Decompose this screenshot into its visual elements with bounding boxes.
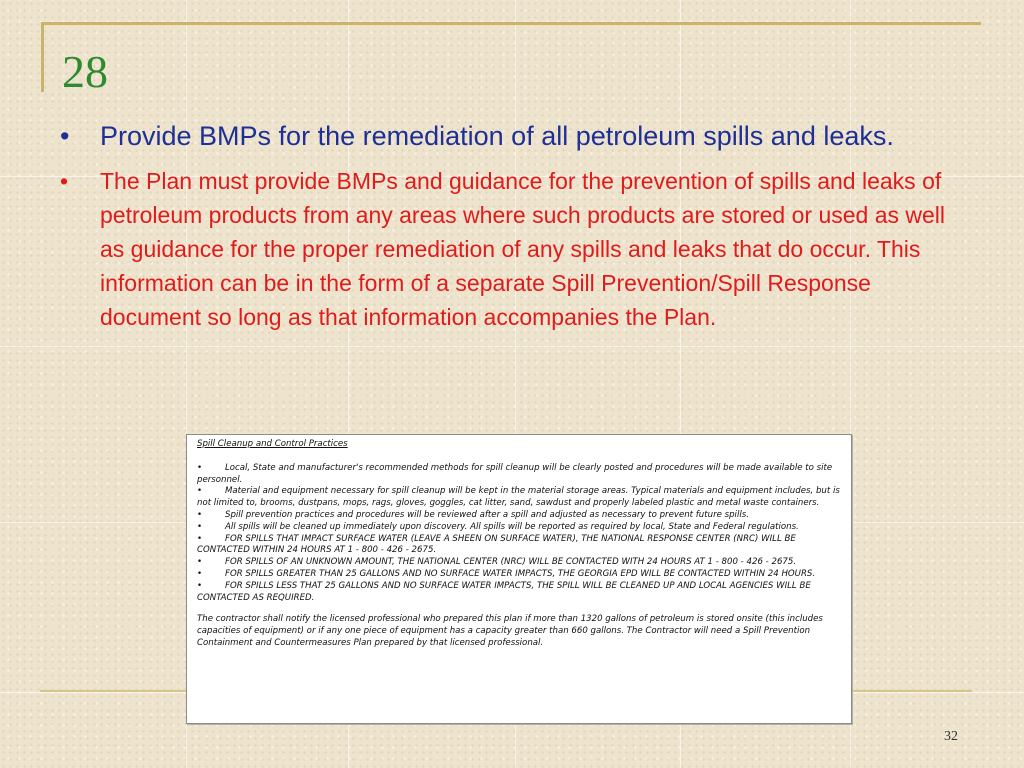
document-item xyxy=(197,510,845,522)
document-item-text: FOR SPILLS GREATER THAN 25 GALLONS AND NO SURFACE WATER IMPACTS, THE GEORGIA EPD WILL BE CONTACTED WITHIN 24 HOURS. xyxy=(225,568,816,579)
accent-line-top xyxy=(41,22,981,25)
bullet-dot-icon: • xyxy=(197,557,203,568)
bullet-dot-icon: • xyxy=(197,521,203,532)
spill-practices-document xyxy=(186,434,852,724)
document-item xyxy=(197,581,845,605)
document-item-text: FOR SPILLS OF AN UNKNOWN AMOUNT, THE NATIONAL CENTER (NRC) WILL BE CONTACTED WITH 24 HOURS AT 1 - 800 - 426 - 2675. xyxy=(225,557,797,568)
document-item xyxy=(197,557,845,569)
document-item-text: FOR SPILLS THAT IMPACT SURFACE WATER (LEAVE A SHEEN ON SURFACE WATER), THE NATIONAL RESPONSE CENTER (NRC) WILL BE CONTACTED WITHIN 24 HOURS AT 1 - 800 - 426 - 2675. xyxy=(197,533,796,556)
document-item-text: All spills will be cleaned up immediately upon discovery. All spills will be reported as required by local, State and Federal regulations. xyxy=(225,521,799,532)
document-item-text: Material and equipment necessary for spill cleanup will be kept in the material storage areas. Typical materials and equipment includes, but is not limited to, brooms, dustpans, mops, rags, gloves, goggles, cat litter, sand, sawdust and properly labeled plastic and metal waste containers. xyxy=(197,486,840,509)
bullet-text: The Plan must provide BMPs and guidance for the prevention of spills and leaks of petroleum products from any areas where such products are stored or used as well as guidance for the proper remediation of any spills and leaks that do occur. This information can be in the form of a separate Spill Prevention/Spill Response document so long as that information accompanies the Plan. xyxy=(100,168,946,330)
bullet-dot-icon: • xyxy=(197,568,203,579)
document-title: Spill Cleanup and Control Practices xyxy=(197,439,348,449)
page-number: 32 xyxy=(944,729,958,744)
document-item-text: FOR SPILLS LESS THAT 25 GALLONS AND NO SURFACE WATER IMPACTS, THE SPILL WILL BE CLEANED UP AND LOCAL AGENCIES WILL BE CONTACTED AS REQUIRED. xyxy=(197,580,811,603)
bullet-item xyxy=(60,164,950,334)
document-footer-note: The contractor shall notify the licensed professional who prepared this plan if more than 1320 gallons of petroleum is stored onsite (this includes capacities of equipment) or if any one piece of equipment has a capacity greater than 660 gallons. The Contractor will need a Spill Prevention Containment and Countermeasures Plan prepared by that licensed professional. xyxy=(197,614,823,648)
bullet-dot-icon: • xyxy=(60,121,70,151)
accent-line-left xyxy=(41,22,44,92)
document-item xyxy=(197,569,845,581)
bullet-dot-icon: • xyxy=(60,168,69,194)
background-tile-line xyxy=(0,346,1024,347)
bullet-item xyxy=(60,118,950,154)
bullet-dot-icon: • xyxy=(197,533,203,544)
document-item xyxy=(197,534,845,558)
bullet-dot-icon: • xyxy=(197,462,203,473)
document-item-text: Local, State and manufacturer's recommended methods for spill cleanup will be clearly posted and procedures will be made available to site personnel. xyxy=(197,462,833,485)
document-item xyxy=(197,463,845,487)
bullet-dot-icon: • xyxy=(197,486,203,497)
document-item-text: Spill prevention practices and procedures will be reviewed after a spill and adjusted as necessary to prevent future spills. xyxy=(225,509,749,520)
bullet-text: Provide BMPs for the remediation of all petroleum spills and leaks. xyxy=(100,121,894,151)
bullet-dot-icon: • xyxy=(197,580,203,591)
document-item xyxy=(197,522,845,534)
document-item xyxy=(197,486,845,510)
bullet-list xyxy=(60,118,950,334)
slide-title: 28 xyxy=(62,46,108,97)
bullet-dot-icon: • xyxy=(197,509,203,520)
